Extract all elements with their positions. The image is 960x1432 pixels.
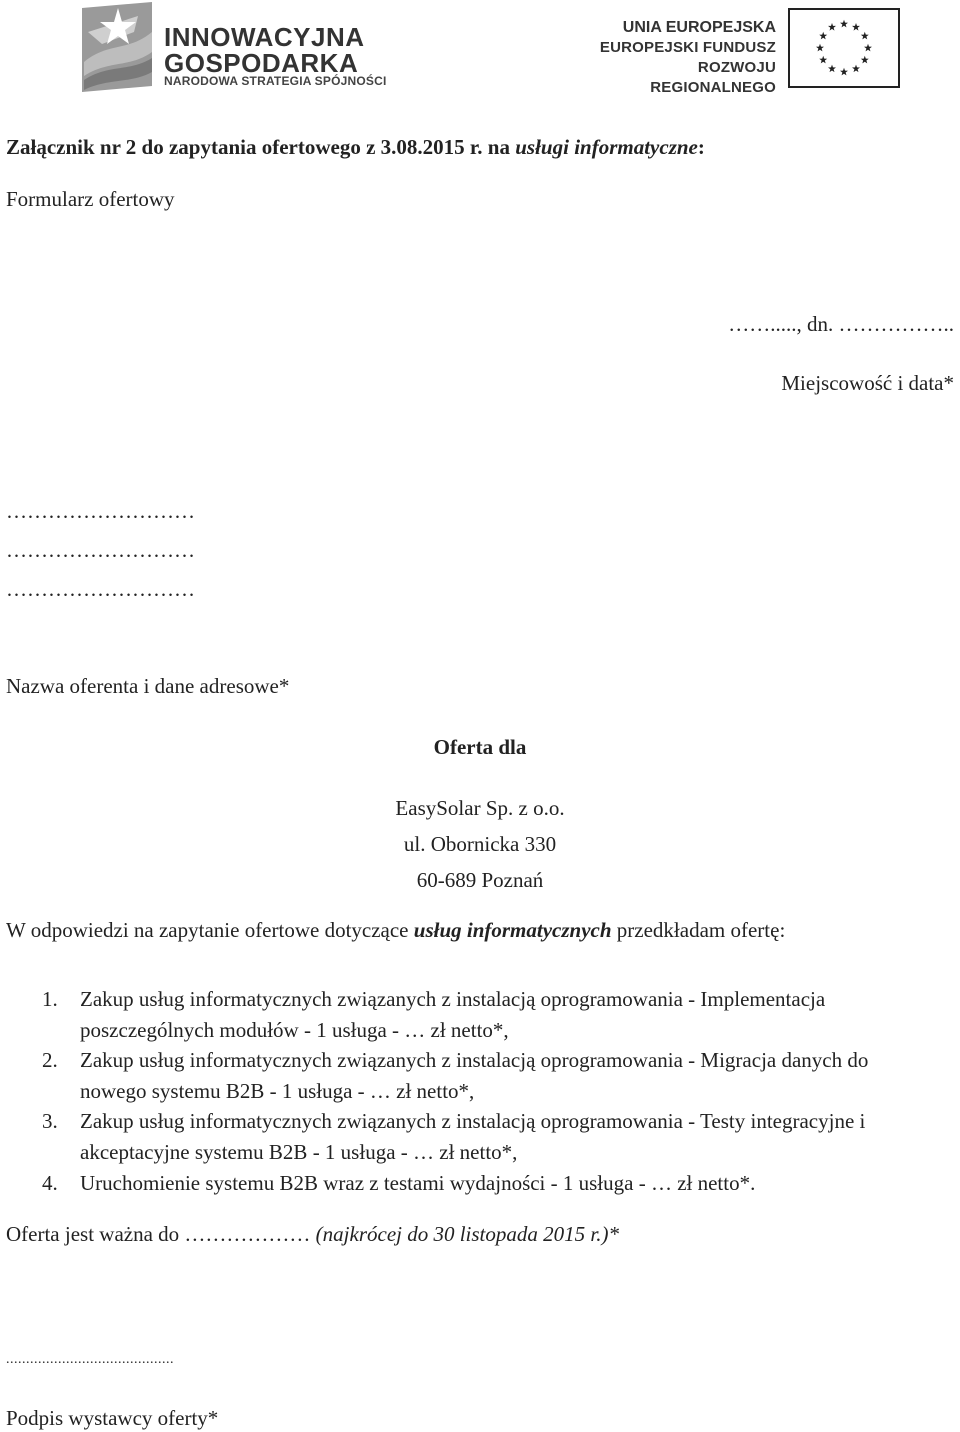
signature-label: Podpis wystawcy oferty*	[6, 1406, 219, 1430]
list-item	[0, 986, 960, 1012]
intro-paragraph	[6, 917, 785, 943]
intro-text: W odpowiedzi na zapytanie ofertowe dotyczące	[6, 918, 414, 942]
eu-logo-text	[590, 18, 776, 98]
list-item-number: 1.	[42, 987, 58, 1011]
list-item-line: nowego systemu B2B - 1 usługa - … zł netto*,	[80, 1079, 475, 1103]
address-dots-2: ………………………	[6, 538, 195, 562]
document-title	[6, 134, 705, 160]
title-end: :	[697, 135, 705, 159]
european-union-logo	[590, 8, 900, 96]
intro-end: przedkładam ofertę:	[611, 918, 786, 942]
list-item-number: 2.	[42, 1048, 58, 1072]
validity-line	[6, 1221, 619, 1247]
list-item-line: Zakup usług informatycznych związanych z instalacją oprogramowania - Implementacja	[80, 987, 826, 1011]
signature-dots: ..........................................	[6, 1352, 174, 1367]
intro-emphasis: usług informatycznych	[413, 918, 612, 942]
title-italic: usługi informatyczne	[515, 135, 698, 159]
eu-flag-icon	[788, 8, 900, 88]
date-label: Miejscowość i data*	[781, 371, 954, 395]
innowacyjna-gospodarka-logo	[78, 2, 398, 94]
logo-line-2: GOSPODARKA	[164, 48, 359, 78]
list-item	[0, 1047, 960, 1073]
validity-note: (najkrócej do 30 listopada 2015 r.)*	[310, 1222, 619, 1246]
list-item-line: akceptacyjne systemu B2B - 1 usługa - … zł netto*,	[80, 1140, 518, 1164]
star-flag-icon	[78, 2, 156, 94]
date-dots: ……....., dn. ……………..	[728, 312, 954, 336]
recipient-name: EasySolar Sp. z o.o.	[395, 796, 565, 820]
recipient-street: ul. Obornicka 330	[403, 832, 557, 856]
list-item-continuation	[0, 1017, 960, 1043]
title-text: Załącznik nr 2 do zapytania ofertowego z 3.08.2015 r. na	[6, 135, 516, 159]
validity-dots: ………………	[184, 1222, 311, 1246]
list-item-line: Zakup usług informatycznych związanych z instalacją oprogramowania - Migracja danych do	[80, 1048, 869, 1072]
eu-logo-line-2: EUROPEJSKI FUNDUSZ	[599, 39, 776, 56]
list-item-number: 3.	[42, 1109, 58, 1133]
list-item-line: poszczególnych modułów - 1 usługa - … zł netto*,	[80, 1018, 509, 1042]
logo-line-3: NARODOWA STRATEGIA SPÓJNOŚCI	[164, 74, 387, 88]
list-item-line: Uruchomienie systemu B2B wraz z testami wydajności - 1 usługa - … zł netto*.	[80, 1171, 756, 1195]
list-item	[0, 1108, 960, 1134]
address-dots-3: ………………………	[6, 577, 195, 601]
eu-logo-line-1: UNIA EUROPEJSKA	[622, 19, 776, 36]
eu-logo-line-3: ROZWOJU REGIONALNEGO	[650, 59, 776, 96]
offer-for-heading: Oferta dla	[433, 735, 527, 759]
validity-text: Oferta jest ważna do	[6, 1222, 185, 1246]
bidder-label: Nazwa oferenta i dane adresowe*	[6, 674, 290, 698]
list-item-continuation	[0, 1078, 960, 1104]
list-item-continuation	[0, 1139, 960, 1165]
list-item-number: 4.	[42, 1171, 58, 1195]
address-dots-1: ………………………	[6, 499, 195, 523]
list-item-line: Zakup usług informatycznych związanych z instalacją oprogramowania - Testy integracyjne i	[80, 1109, 866, 1133]
logo-line-1: INNOWACYJNA	[164, 22, 365, 52]
recipient-city: 60-689 Poznań	[416, 868, 544, 892]
list-item	[0, 1170, 960, 1196]
document-subtitle: Formularz ofertowy	[6, 187, 175, 211]
